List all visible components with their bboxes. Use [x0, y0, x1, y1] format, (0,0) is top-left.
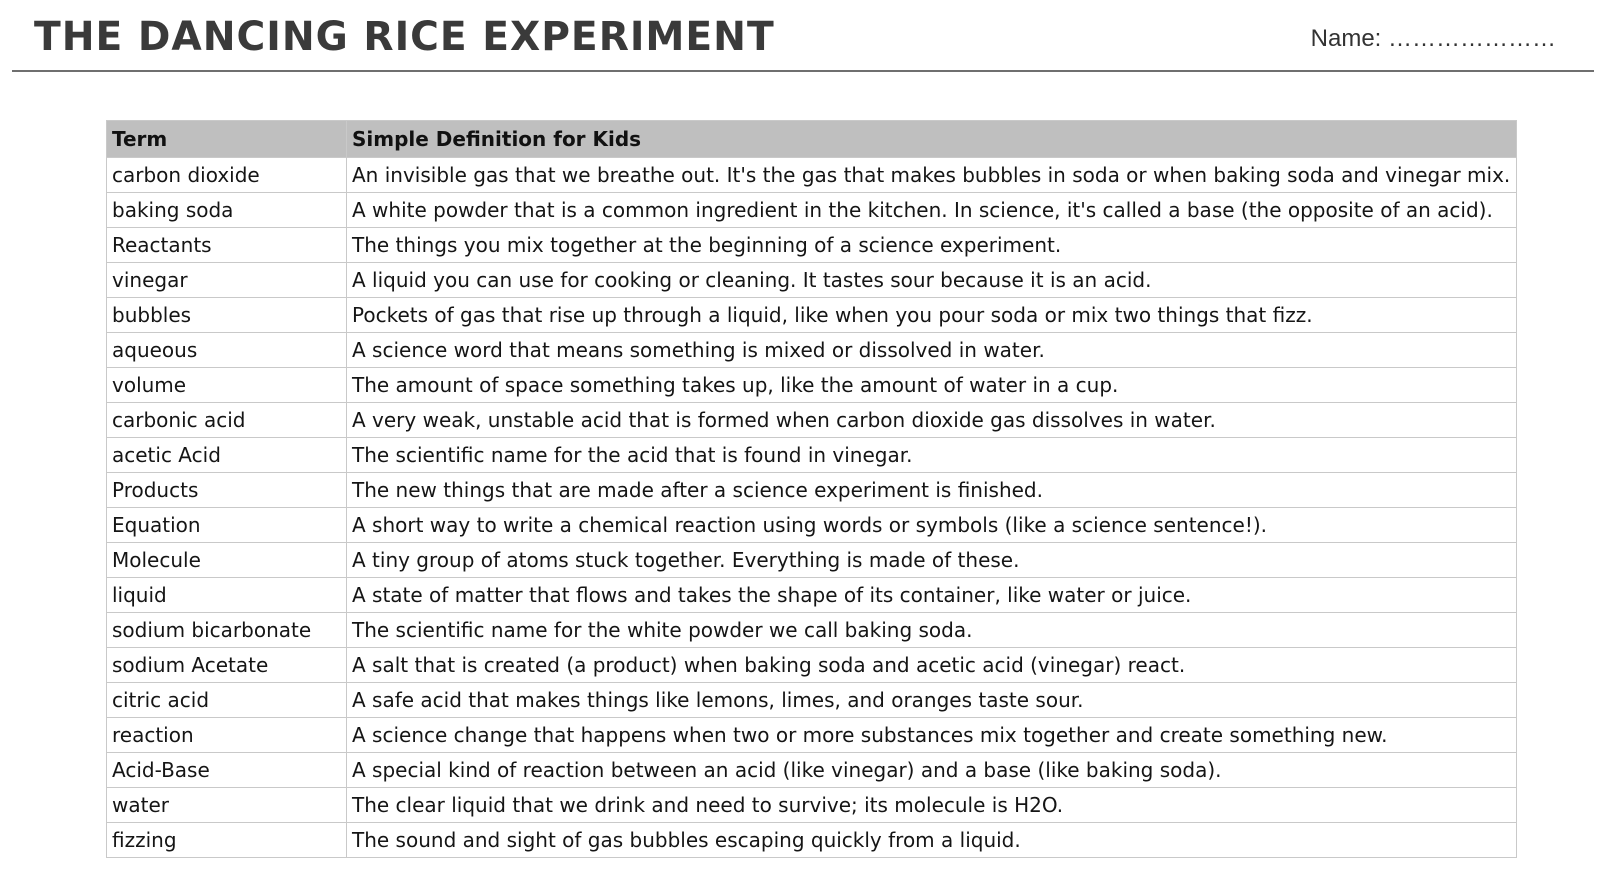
term-cell: carbon dioxide — [107, 158, 347, 193]
table-row — [107, 508, 1517, 543]
definition-cell: A safe acid that makes things like lemons, limes, and oranges taste sour. — [347, 683, 1517, 718]
term-cell: sodium bicarbonate — [107, 613, 347, 648]
table-row — [107, 788, 1517, 823]
table-header-row — [107, 121, 1517, 158]
table-row — [107, 543, 1517, 578]
table-row — [107, 158, 1517, 193]
term-cell: acetic Acid — [107, 438, 347, 473]
table-body — [107, 158, 1517, 858]
table-row — [107, 753, 1517, 788]
term-cell: carbonic acid — [107, 403, 347, 438]
term-cell: Products — [107, 473, 347, 508]
term-cell: reaction — [107, 718, 347, 753]
table-row — [107, 683, 1517, 718]
table-row — [107, 368, 1517, 403]
column-header-term: Term — [107, 121, 347, 158]
term-cell: sodium Acetate — [107, 648, 347, 683]
term-cell: Acid-Base — [107, 753, 347, 788]
table-row — [107, 193, 1517, 228]
definition-cell: A white powder that is a common ingredient in the kitchen. In science, it's called a base (the opposite of an acid). — [347, 193, 1517, 228]
term-cell: Reactants — [107, 228, 347, 263]
table-row — [107, 333, 1517, 368]
definition-cell: A short way to write a chemical reaction using words or symbols (like a science sentence!). — [347, 508, 1517, 543]
definition-cell: A science word that means something is mixed or dissolved in water. — [347, 333, 1517, 368]
definition-cell: A salt that is created (a product) when baking soda and acetic acid (vinegar) react. — [347, 648, 1517, 683]
term-cell: baking soda — [107, 193, 347, 228]
term-cell: volume — [107, 368, 347, 403]
definition-cell: The clear liquid that we drink and need to survive; its molecule is H2O. — [347, 788, 1517, 823]
table-row — [107, 403, 1517, 438]
table-row — [107, 578, 1517, 613]
table-row — [107, 473, 1517, 508]
term-cell: vinegar — [107, 263, 347, 298]
name-field: Name: ………………… — [1310, 25, 1556, 52]
table-row — [107, 718, 1517, 753]
definition-cell: A state of matter that flows and takes the shape of its container, like water or juice. — [347, 578, 1517, 613]
column-header-definition: Simple Definition for Kids — [347, 121, 1517, 158]
definition-cell: The sound and sight of gas bubbles escaping quickly from a liquid. — [347, 823, 1517, 858]
definition-cell: A tiny group of atoms stuck together. Everything is made of these. — [347, 543, 1517, 578]
definition-cell: The things you mix together at the beginning of a science experiment. — [347, 228, 1517, 263]
definition-cell: An invisible gas that we breathe out. It's the gas that makes bubbles in soda or when baking soda and vinegar mix. — [347, 158, 1517, 193]
table-row — [107, 228, 1517, 263]
worksheet-header — [12, 0, 1594, 72]
term-cell: liquid — [107, 578, 347, 613]
term-cell: citric acid — [107, 683, 347, 718]
term-cell: water — [107, 788, 347, 823]
definition-cell: A science change that happens when two or more substances mix together and create something new. — [347, 718, 1517, 753]
definition-cell: The amount of space something takes up, like the amount of water in a cup. — [347, 368, 1517, 403]
definition-cell: The scientific name for the acid that is found in vinegar. — [347, 438, 1517, 473]
table-row — [107, 823, 1517, 858]
table-row — [107, 613, 1517, 648]
page-title: THE DANCING RICE EXPERIMENT — [34, 14, 775, 60]
vocabulary-table — [106, 120, 1517, 858]
table-row — [107, 298, 1517, 333]
term-cell: aqueous — [107, 333, 347, 368]
table-row — [107, 438, 1517, 473]
definition-cell: The new things that are made after a science experiment is finished. — [347, 473, 1517, 508]
definition-cell: A very weak, unstable acid that is formed when carbon dioxide gas dissolves in water. — [347, 403, 1517, 438]
vocabulary-table-container — [106, 120, 1516, 858]
table-row — [107, 648, 1517, 683]
definition-cell: A special kind of reaction between an acid (like vinegar) and a base (like baking soda). — [347, 753, 1517, 788]
table-row — [107, 263, 1517, 298]
definition-cell: The scientific name for the white powder we call baking soda. — [347, 613, 1517, 648]
definition-cell: Pockets of gas that rise up through a liquid, like when you pour soda or mix two things that fizz. — [347, 298, 1517, 333]
term-cell: Equation — [107, 508, 347, 543]
term-cell: fizzing — [107, 823, 347, 858]
term-cell: Molecule — [107, 543, 347, 578]
definition-cell: A liquid you can use for cooking or cleaning. It tastes sour because it is an acid. — [347, 263, 1517, 298]
term-cell: bubbles — [107, 298, 347, 333]
